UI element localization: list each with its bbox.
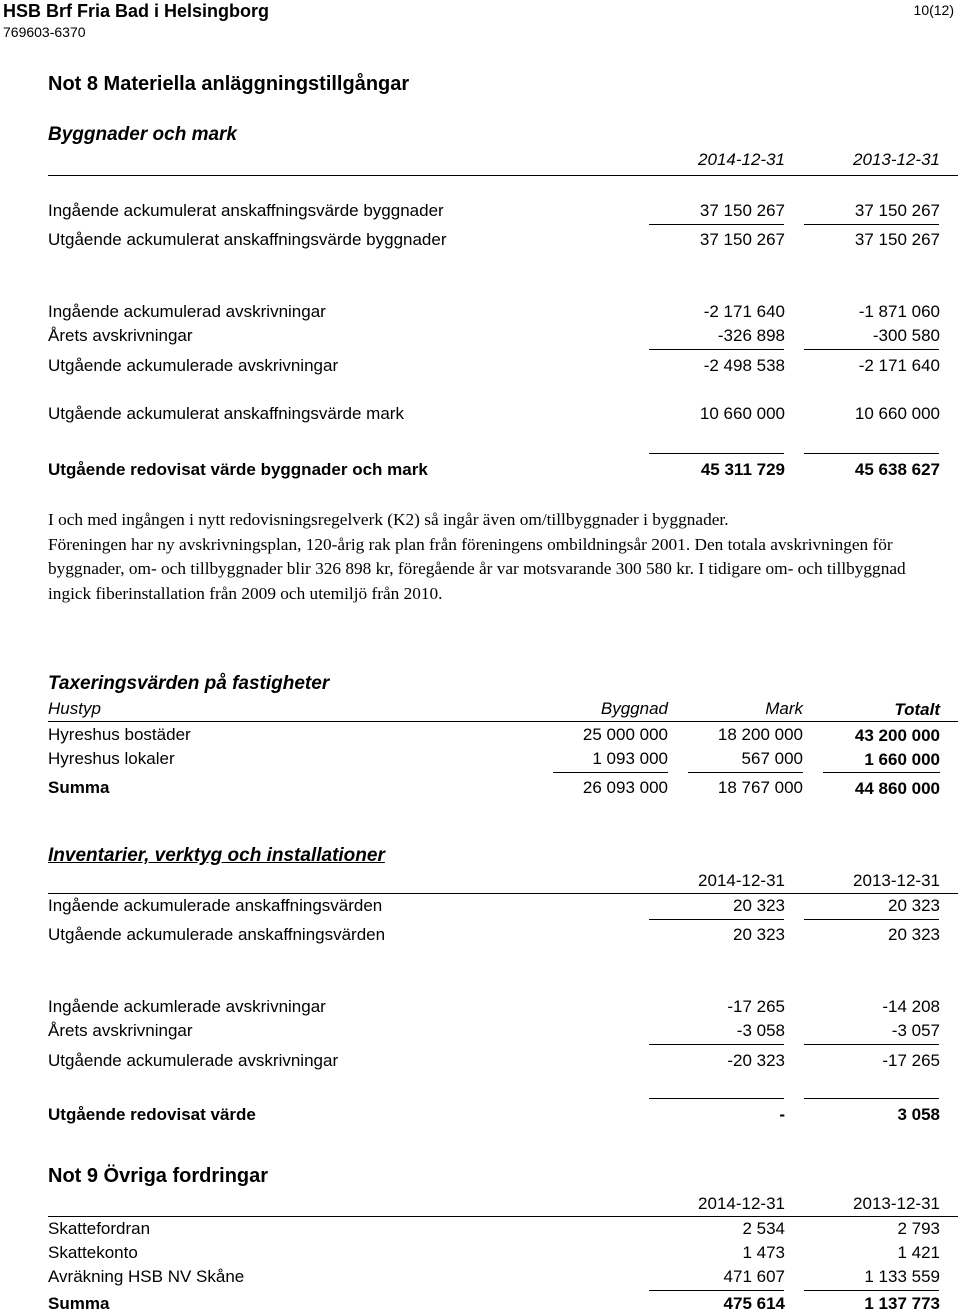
underline-current (649, 349, 784, 350)
note9-col-previous: 2013-12-31 (853, 1194, 940, 1213)
inventory-row-previous: 20 323 (888, 896, 940, 915)
buildings-row-current: 37 150 267 (699, 230, 785, 249)
org-number: 769603-6370 (3, 24, 86, 40)
buildings-row-label: Utgående ackumulerat anskaffningsvärde byggnader (48, 230, 447, 249)
tax-underline-building (553, 772, 668, 773)
buildings-row-current: -2 498 538 (703, 356, 785, 375)
notes-paragraph-k2: I och med ingången i nytt redovisningsregelverk (K2) så ingår även om/tillbyggnader i byggnader. (48, 510, 729, 529)
buildings-row-label: Utgående ackumulerat anskaffningsvärde mark (48, 404, 404, 423)
tax-col-total: Totalt (894, 700, 940, 719)
buildings-row-previous: 10 660 000 (854, 404, 940, 423)
note9-col-current: 2014-12-31 (698, 1194, 785, 1213)
tax-col-land: Mark (765, 699, 803, 718)
page-number: 10(12) (913, 2, 954, 18)
underline-previous (804, 1044, 939, 1045)
tax-sum-building: 26 093 000 (582, 778, 668, 797)
buildings-row-label: Årets avskrivningar (48, 326, 193, 345)
inventory-row-current: 20 323 (733, 925, 785, 944)
tax-row-land: 18 200 000 (717, 725, 803, 744)
notes-paragraph-depreciation: Föreningen har ny avskrivningsplan, 120-årig rak plan från föreningens ombildningsår 2001. Den totala avskrivningen för byggnader, om- och tillbyggnader blir 326 898 kr, föregående år var motsvarande 300 580 kr. I tidigare om- och tillbyggnad ingick fiberinstallation från 2009 och utemiljö från 2010. (48, 534, 906, 603)
inventory-total-current: - (779, 1105, 785, 1124)
inventory-total-label: Utgående redovisat värde (48, 1105, 256, 1124)
inventory-row-label: Utgående ackumulerade avskrivningar (48, 1051, 339, 1070)
buildings-row-label: Ingående ackumulerat anskaffningsvärde byggnader (48, 201, 444, 220)
note-9-title: Not 9 Övriga fordringar (48, 1165, 269, 1187)
buildings-row-label: Ingående ackumulerad avskrivningar (48, 302, 326, 321)
note9-row-previous: 1 133 559 (864, 1267, 940, 1286)
buildings-notes (48, 508, 948, 606)
inventory-row-label: Ingående ackumlerade avskrivningar (48, 997, 326, 1016)
inventory-row-previous: -3 057 (891, 1021, 940, 1040)
buildings-col-previous: 2013-12-31 (853, 150, 940, 169)
inventory-row-previous: 20 323 (888, 925, 940, 944)
underline-previous (804, 349, 939, 350)
underline-current (649, 1290, 784, 1291)
inventory-col-previous: 2013-12-31 (853, 871, 940, 890)
inventory-header-rule (48, 893, 958, 894)
buildings-row-current: -326 898 (717, 326, 785, 345)
underline-current (649, 1044, 784, 1045)
inventory-row-label: Utgående ackumulerade anskaffningsvärden (48, 925, 386, 944)
underline-previous (804, 453, 939, 454)
buildings-header-rule (48, 175, 958, 176)
underline-previous (804, 919, 939, 920)
inventory-row-label: Årets avskrivningar (48, 1021, 193, 1040)
buildings-row-previous: -300 580 (872, 326, 940, 345)
inventory-row-previous: -17 265 (882, 1051, 940, 1070)
inventory-total-previous: 3 058 (897, 1105, 940, 1124)
tax-row-type: Hyreshus lokaler (48, 749, 175, 768)
underline-current (649, 224, 784, 225)
tax-sum-land: 18 767 000 (717, 778, 803, 797)
buildings-row-previous: 37 150 267 (854, 201, 940, 220)
underline-current (649, 453, 784, 454)
underline-previous (804, 1290, 939, 1291)
tax-sum-label: Summa (48, 778, 110, 797)
note9-row-current: 1 473 (742, 1243, 785, 1262)
inventory-col-current: 2014-12-31 (698, 871, 785, 890)
buildings-title: Byggnader och mark (48, 124, 237, 145)
inventory-row-current: -3 058 (736, 1021, 785, 1040)
underline-current (649, 919, 784, 920)
underline-previous (804, 1098, 939, 1099)
tax-header-rule (48, 721, 958, 722)
tax-row-land: 567 000 (741, 749, 803, 768)
buildings-row-current: 10 660 000 (699, 404, 785, 423)
tax-col-building: Byggnad (600, 699, 668, 718)
inventory-row-current: -20 323 (727, 1051, 785, 1070)
note9-row-current: 2 534 (742, 1219, 785, 1238)
buildings-row-current: -2 171 640 (703, 302, 785, 321)
tax-row-total: 43 200 000 (854, 726, 940, 745)
tax-underline-total (823, 772, 940, 773)
buildings-row-previous: 37 150 267 (854, 230, 940, 249)
inventory-row-label: Ingående ackumulerade anskaffningsvärden (48, 896, 383, 915)
note9-row-current: 471 607 (723, 1267, 785, 1286)
tax-row-building: 25 000 000 (582, 725, 668, 744)
note9-total-previous: 1 137 773 (864, 1294, 940, 1313)
tax-row-type: Hyreshus bostäder (48, 725, 191, 744)
buildings-col-current: 2014-12-31 (698, 150, 785, 169)
note9-total-label: Summa (48, 1294, 110, 1313)
buildings-row-current: 37 150 267 (699, 201, 785, 220)
buildings-total-current: 45 311 729 (700, 460, 785, 479)
note9-row-label: Avräkning HSB NV Skåne (48, 1267, 245, 1286)
note9-row-previous: 1 421 (897, 1243, 940, 1262)
buildings-total-previous: 45 638 627 (854, 460, 940, 479)
tax-values-title: Taxeringsvärden på fastigheter (48, 673, 330, 694)
buildings-row-previous: -1 871 060 (858, 302, 940, 321)
tax-col-type: Hustyp (48, 699, 101, 718)
tax-row-total: 1 660 000 (864, 750, 940, 769)
buildings-row-previous: -2 171 640 (858, 356, 940, 375)
note9-row-label: Skattekonto (48, 1243, 138, 1262)
underline-current (649, 1098, 784, 1099)
note9-row-label: Skattefordran (48, 1219, 151, 1238)
tax-row-building: 1 093 000 (592, 749, 668, 768)
inventory-row-previous: -14 208 (882, 997, 940, 1016)
association-name: HSB Brf Fria Bad i Helsingborg (3, 1, 270, 21)
buildings-row-label: Utgående ackumulerade avskrivningar (48, 356, 339, 375)
tax-underline-land (688, 772, 803, 773)
buildings-total-label: Utgående redovisat värde byggnader och mark (48, 460, 428, 479)
note9-row-previous: 2 793 (897, 1219, 940, 1238)
note9-total-current: 475 614 (723, 1294, 785, 1313)
tax-sum-total: 44 860 000 (854, 779, 940, 798)
note-8-title: Not 8 Materiella anläggningstillgångar (48, 73, 410, 95)
inventory-title: Inventarier, verktyg och installationer (48, 845, 385, 866)
note9-header-rule (48, 1216, 958, 1217)
underline-previous (804, 224, 939, 225)
inventory-row-current: -17 265 (727, 997, 785, 1016)
inventory-row-current: 20 323 (733, 896, 785, 915)
